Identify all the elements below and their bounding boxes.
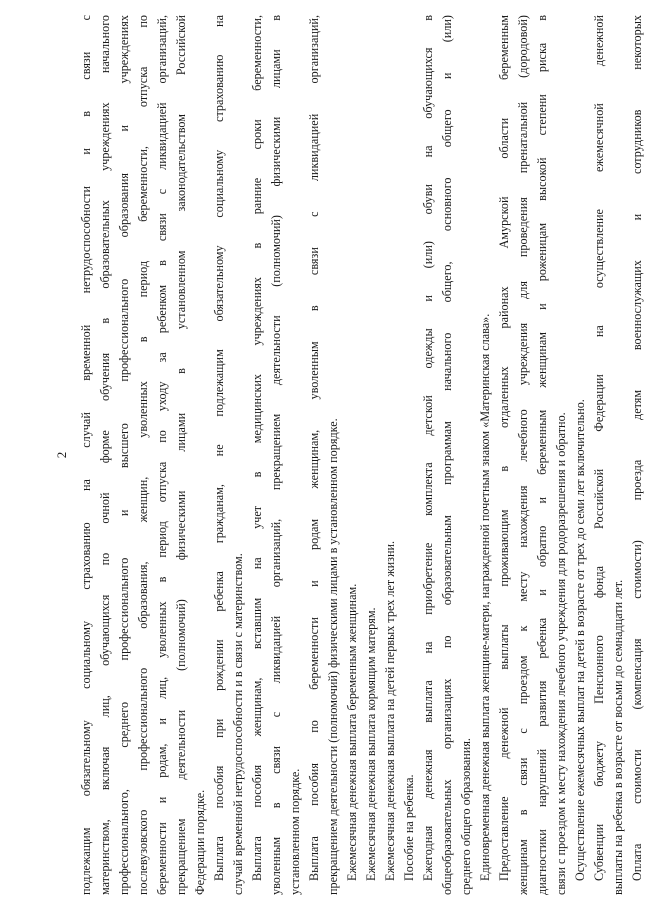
- text-line: прекращением деятельности (полномочий) физическими лицами в установленном законодательством Российской: [174, 15, 188, 895]
- text-line: Выплата пособия по беременности и родам женщинам, уволенным в связи с ликвидацией организаций,: [307, 15, 321, 881]
- text-line: Ежемесячная денежная выплата на детей первых трех лет жизни.: [383, 540, 397, 881]
- text-line: Ежегодная денежная выплата на приобретение комплекта детской одежды и (или) обуви на обучающихся в: [421, 15, 435, 881]
- text-line: среднего общего образования.: [459, 738, 473, 895]
- text-line: Ежемесячная денежная выплата кормящим матерям.: [364, 607, 378, 881]
- text-line: послевузовского профессионального образования, женщин, уволенных в период беременности, отпуска по: [136, 15, 150, 895]
- text-line: подлежащим обязательному социальному страхованию на случай временной нетрудоспособности и в связи с: [79, 15, 93, 895]
- text-line: Единовременная денежная выплата женщине-матери, награжденной почетным знаком «Материнская слава».: [478, 313, 492, 881]
- text-line: уволенным в связи с ликвидацией организаций, прекращением деятельности (полномочий) физическими лицами в: [269, 15, 283, 895]
- text-line: Федерации порядке.: [193, 789, 207, 895]
- text-line: выплаты на ребенка в возрасте от восьми до семнадцати лет.: [611, 579, 625, 895]
- text-line: Осуществление ежемесячных выплат на детей в возрасте от трех до семи лет включительно.: [573, 399, 587, 881]
- text-line: связи с проездом к месту нахождения лечебного учреждения для родоразрешения и обратно.: [554, 412, 568, 895]
- text-line: диагностики нарушений развития ребенка и обратно и беременным женщинам и роженицам высокой степени риска в: [535, 15, 549, 895]
- text-line: Ежемесячная денежная выплата беременным женщинам.: [345, 583, 359, 881]
- page-number: 2: [54, 451, 69, 459]
- text-line: Предоставление денежной выплаты проживающим в отдаленных районах Амурской области беременным: [497, 15, 511, 881]
- text-line: прекращением деятельности (полномочий) физическими лицами в установленном порядке.: [326, 418, 340, 895]
- text-line: беременности и родам, и лиц, уволенных в период отпуска по уходу за ребенком в связи с ликвидацией организаций,: [155, 15, 169, 895]
- text-line: материнством, включая лиц, обучающихся по очной форме обучения в образовательных учреждениях начального: [98, 15, 112, 895]
- text-line: профессионального, среднего профессионального и высшего профессионального образования и учреждениях: [117, 15, 131, 895]
- text-line: установленном порядке.: [288, 768, 302, 895]
- text-line: случай временной нетрудоспособности и в связи с материнством.: [231, 553, 245, 895]
- text-line: Пособие на ребенка.: [402, 774, 416, 881]
- text-line: Выплата пособия при рождении ребенка гражданам, не подлежащим обязательному социальному страхованию на: [212, 15, 226, 881]
- document-text-block: [77, 15, 644, 895]
- text-line: Выплата пособия женщинам, вставшим на учет в медицинских учреждениях в ранние сроки беременности,: [250, 15, 264, 881]
- text-line: общеобразовательных организациях по образовательным программам начального общего, основного общего и (или): [440, 15, 454, 895]
- text-line: Субвенции бюджету Пенсионного фонда Российской Федерации на осуществление ежемесячной денежной: [592, 15, 606, 881]
- text-line: женщинам в связи с проездом к месту нахождения лечебного учреждения для проведения пренатальной (дородовой): [516, 15, 530, 895]
- text-line: Оплата стоимости (компенсация стоимости) проезда детям военнослужащих и сотрудников некоторых: [630, 15, 644, 881]
